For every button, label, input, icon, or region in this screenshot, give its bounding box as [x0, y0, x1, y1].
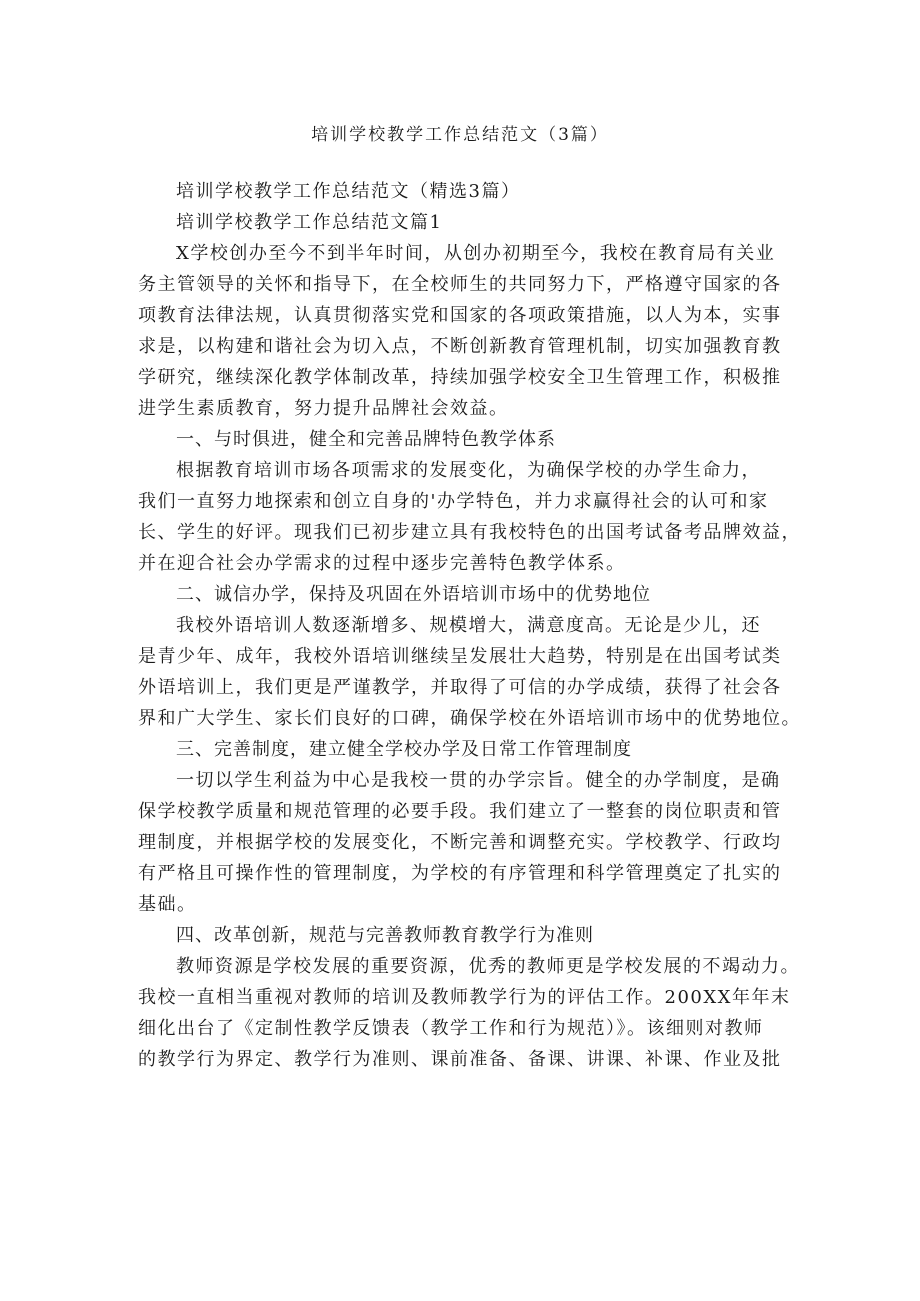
paragraph-line: 有严格且可操作性的管理制度，为学校的有序管理和科学管理奠定了扎实的 [138, 863, 782, 884]
paragraph-line: 细化出台了《定制性教学反馈表（教学工作和行为规范）》。该细则对教师 [138, 1018, 764, 1039]
paragraph-line: 根据教育培训市场各项需求的发展变化，为确保学校的办学生命力， [176, 460, 761, 481]
paragraph-line: 学研究，继续深化教学体制改革，持续加强学校安全卫生管理工作，积极推 [138, 367, 782, 388]
paragraph-line: 保学校教学质量和规范管理的必要手段。我们建立了一整套的岗位职责和管 [138, 801, 782, 822]
heading-line: 二、诚信办学，保持及巩固在外语培训市场中的优势地位 [176, 584, 651, 605]
paragraph-line: 教师资源是学校发展的重要资源，优秀的教师更是学校发展的不竭动力。 [176, 956, 800, 977]
paragraph-line: 求是，以构建和谐社会为切入点，不断创新教育管理机制，切实加强教育教 [138, 336, 782, 357]
paragraph-line: 务主管领导的关怀和指导下，在全校师生的共同努力下，严格遵守国家的各 [138, 274, 782, 295]
section-title-line: 培训学校教学工作总结范文篇1 [176, 212, 443, 233]
paragraph-line: 我们一直努力地探索和创立自身的'办学特色，并力求赢得社会的认可和家 [138, 491, 769, 512]
document-title: 培训学校教学工作总结范文（3篇） [311, 125, 609, 145]
heading-line: 一、与时俱进，健全和完善品牌特色教学体系 [176, 429, 556, 450]
paragraph-line: 我校一直相当重视对教师的培训及教师教学行为的评估工作。200XX年年末 [138, 987, 791, 1008]
paragraph-line: X学校创办至今不到半年时间，从创办初期至今，我校在教育局有关业 [176, 243, 776, 264]
paragraph-line: 理制度，并根据学校的发展变化，不断完善和调整充实。学校教学、行政均 [138, 832, 782, 853]
paragraph-line: 进学生素质教育，努力提升品牌社会效益。 [138, 398, 509, 419]
heading-line: 三、完善制度，建立健全学校办学及日常工作管理制度 [176, 739, 632, 760]
subtitle-line: 培训学校教学工作总结范文（精选3篇） [176, 181, 521, 202]
paragraph-line: 的教学行为界定、教学行为准则、课前准备、备课、讲课、补课、作业及批 [138, 1049, 782, 1070]
paragraph-line: 外语培训上，我们更是严谨教学，并取得了可信的办学成绩，获得了社会各 [138, 677, 782, 698]
paragraph-line: 并在迎合社会办学需求的过程中逐步完善特色教学体系。 [138, 553, 626, 574]
paragraph-line: 界和广大学生、家长们良好的口碑，确保学校在外语培训市场中的优势地位。 [138, 708, 801, 729]
paragraph-line: 长、学生的好评。现我们已初步建立具有我校特色的出国考试备考品牌效益， [138, 522, 801, 543]
paragraph-line: 一切以学生利益为中心是我校一贯的办学宗旨。健全的办学制度，是确 [176, 770, 781, 791]
paragraph-line: 我校外语培训人数逐渐增多、规模增大，满意度高。无论是少儿，还 [176, 615, 761, 636]
paragraph-line: 项教育法律法规，认真贯彻落实党和国家的各项政策措施，以人为本，实事 [138, 305, 782, 326]
heading-line: 四、改革创新，规范与完善教师教育教学行为准则 [176, 925, 594, 946]
document-body [138, 176, 801, 1075]
paragraph-line: 基础。 [138, 894, 197, 915]
paragraph-line: 是青少年、成年，我校外语培训继续呈发展壮大趋势，特别是在出国考试类 [138, 646, 782, 667]
